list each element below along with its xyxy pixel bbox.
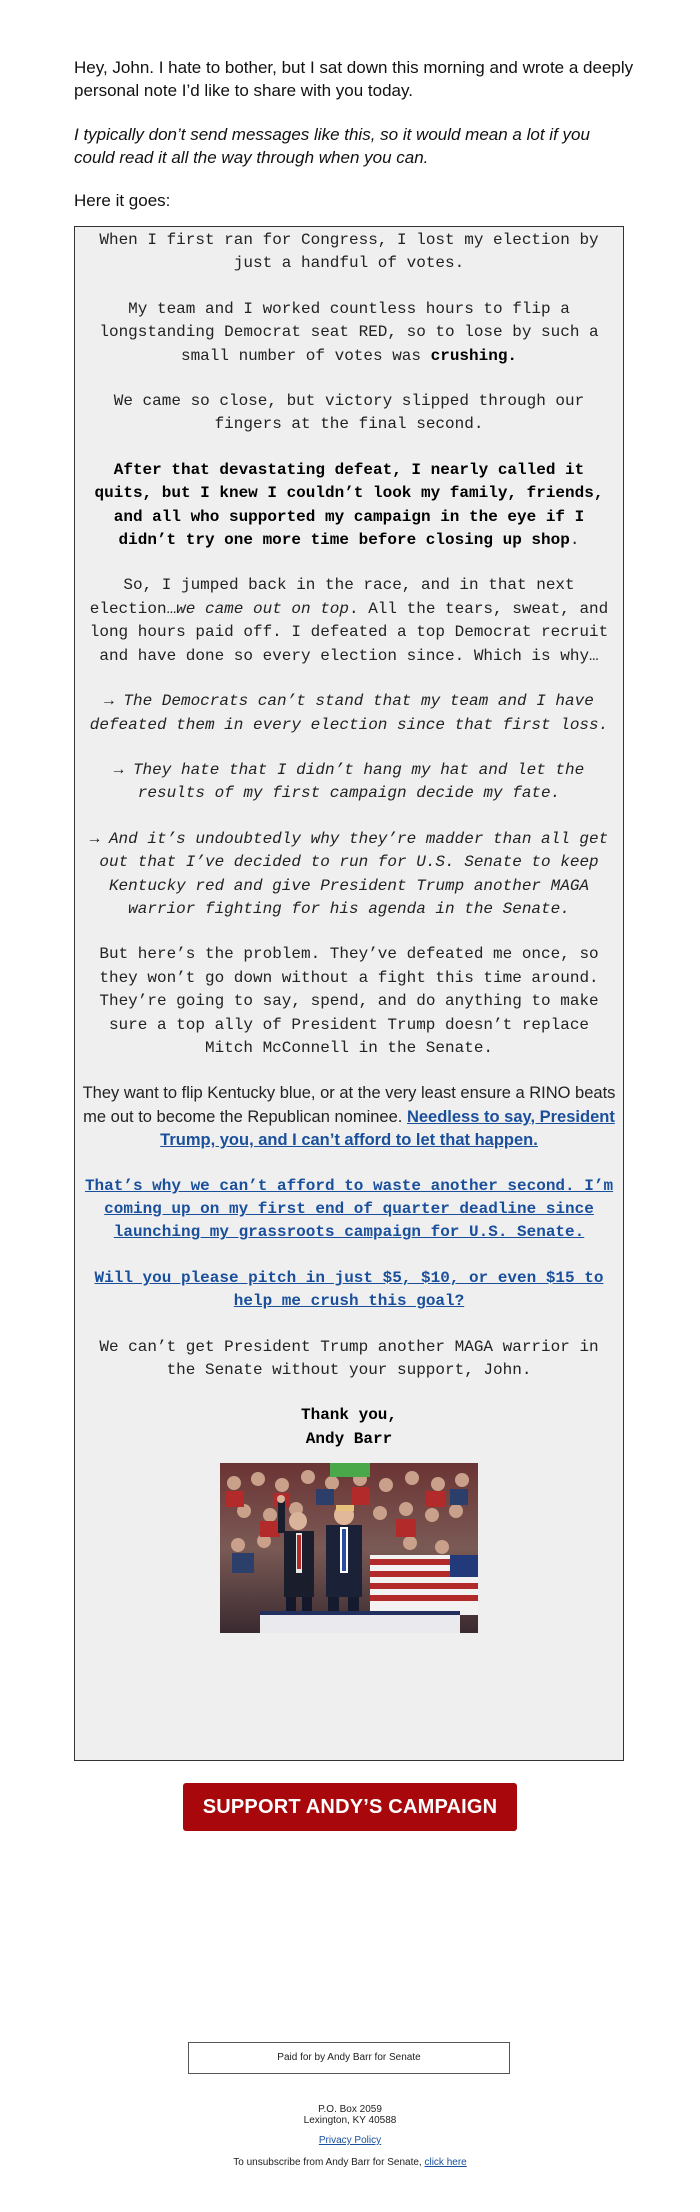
- donate-link-2[interactable]: That’s why we can’t afford to waste another second. I’m coming up on my first end of quarter deadline since launching my grassroots campaign for U.S. Senate.: [84, 1176, 614, 1242]
- letter-paragraph-10: We can’t get President Trump another MAGA warrior in the Senate without your support, John.: [99, 1337, 599, 1380]
- intro-lead: Here it goes:: [74, 191, 171, 210]
- letter-paragraph-6: But here’s the problem. They’ve defeated me once, so they won’t go down without a fight this time around. They’re going to say, spend, and do anything to make sure a top ally of President Trump doesn’t replace Mitch McConnell in the Senate.: [99, 945, 599, 1057]
- intro-request: I typically don’t send messages like this, so it would mean a lot if you could read it all the way through when you can.: [74, 125, 590, 167]
- donate-link-1[interactable]: Needless to say, President Trump, you, and I can’t afford to let that happen.: [160, 1107, 615, 1150]
- mailing-address: P.O. Box 2059 Lexington, KY 40588: [303, 2104, 397, 2126]
- letter-paragraph-1: When I first ran for Congress, I lost my election by just a handful of votes.: [99, 231, 599, 273]
- campaign-rally-photo: [220, 1463, 478, 1633]
- letter-box: [74, 226, 624, 1761]
- letter-bullet-2: → They hate that I didn’t hang my hat and let the results of my first campaign decide my fate.: [113, 760, 585, 803]
- letter-bullet-3: → And it’s undoubtedly why they’re madder than all get out that I’ve decided to run for U.S. Senate to keep Kentucky red and give President Trump another MAGA warrior fighting for his agenda in the Senate.: [89, 829, 609, 918]
- intro-greeting: Hey, John. I hate to bother, but I sat down this morning and wrote a deeply personal note I’d like to share with you today.: [74, 58, 634, 100]
- letter-bullet-1: → The Democrats can’t stand that my team and I have defeated them in every election since that first loss.: [89, 692, 609, 734]
- letter-paragraph-5: So, I jumped back in the race, and in that next election…we came out on top. All the tears, sweat, and long hours paid off. I defeated a top Democrat recruit and have done so every election since. Which is why…: [89, 576, 609, 665]
- letter-paragraph-3: We came so close, but victory slipped through our fingers at the final second.: [113, 392, 585, 434]
- letter-paragraph-9: [81, 1267, 617, 1314]
- donate-link-3[interactable]: Will you please pitch in just $5, $10, or even $15 to help me crush this goal?: [94, 1268, 604, 1311]
- support-campaign-button[interactable]: SUPPORT ANDY’S CAMPAIGN: [183, 1783, 517, 1831]
- unsubscribe-row: To unsubscribe from Andy Barr for Senate, click here: [233, 2157, 467, 2168]
- paid-for-disclaimer: Paid for by Andy Barr for Senate: [188, 2042, 510, 2074]
- letter-paragraph-7: They want to flip Kentucky blue, or at the very least ensure a RINO beats me out to become the Republican nominee. Needless to say, President Trump, you, and I can’t afford to let that happen.: [82, 1084, 616, 1150]
- privacy-row: [0, 2135, 700, 2146]
- unsubscribe-link[interactable]: click here: [424, 2157, 467, 2168]
- letter-paragraph-2: My team and I worked countless hours to flip a longstanding Democrat seat RED, so to lose by such a small number of votes was crushing.: [99, 299, 599, 365]
- letter-paragraph-4: After that devastating defeat, I nearly called it quits, but I knew I couldn’t look my family, friends, and all who supported my campaign in the eye if I didn’t try one more time before closing up shop.: [94, 460, 604, 550]
- letter-paragraph-8: [81, 1175, 617, 1245]
- letter-signoff: Thank you, Andy Barr: [300, 1406, 397, 1448]
- privacy-policy-link[interactable]: Privacy Policy: [318, 2135, 382, 2146]
